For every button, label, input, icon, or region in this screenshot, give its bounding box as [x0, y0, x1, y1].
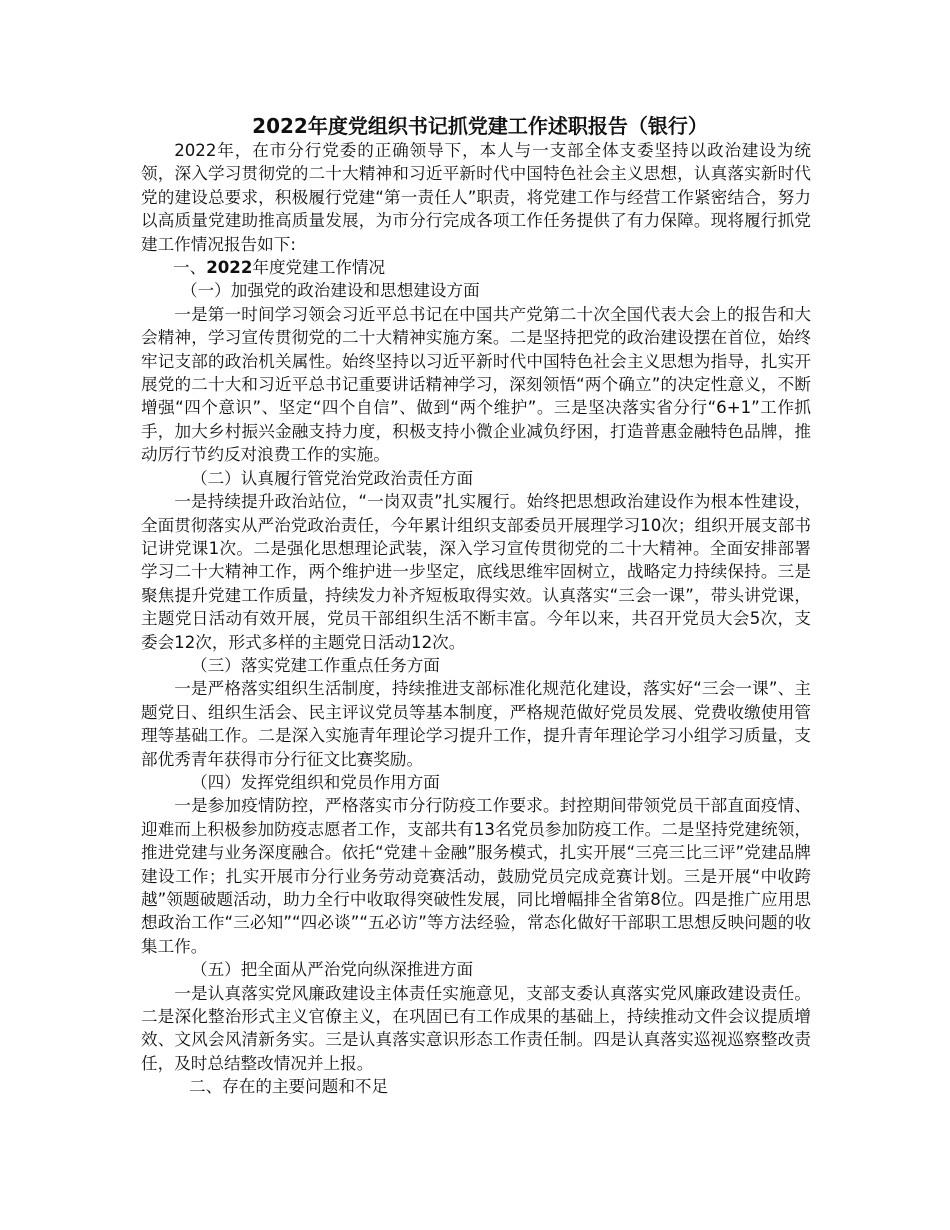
document-body	[141, 113, 811, 1099]
document-title: 2022年度党组织书记抓党建工作述职报告（银行）	[252, 114, 708, 138]
section-heading-1	[141, 256, 811, 279]
subsection-body-5: 一是认真落实党风廉政建设主体责任实施意见，支部支委认真落实党风廉政建设责任。二是深化整治形式主义官僚主义，在巩固已有工作成果的基础上，持续推动文件会议提质增效、文风会风清新务实。三是认真落实意识形态工作责任制。四是认真落实巡视巡察整改责任，及时总结整改情况并上报。	[141, 983, 811, 1073]
section-heading-1-suffix: 年度党建工作情况	[252, 258, 386, 278]
section-heading-1-year: 2022	[206, 258, 253, 278]
section-heading-1-prefix: 一、	[173, 258, 207, 278]
subsection-heading-4: （四）发挥党组织和党员作用方面	[191, 772, 440, 792]
subsection-body-4: 一是参加疫情防控，严格落实市分行防疫工作要求。封控期间带领党员干部直面疫情、迎难而上积极参加防疫志愿者工作，支部共有13名党员参加防疫工作。二是坚持党建统领，推进党建与业务深度融合。依托“党建＋金融”服务模式，扎实开展“三亮三比三评”党建品牌建设工作；扎实开展市分行业务劳动竞赛活动，鼓励党员完成竞赛计划。三是开展“中收跨越”领题破题活动，助力全行中收取得突破性发展，同比增幅排全省第8位。四是推广应用思想政治工作“三必知”“四必谈”“五必访”等方法经验，常态化做好干部职工思想反映问题的收集工作。	[141, 796, 811, 956]
subsection-heading-5: （五）把全面从严治党向纵深推进方面	[191, 960, 474, 980]
intro-paragraph: 2022年，在市分行党委的正确领导下，本人与一支部全体支委坚持以政治建设为统领，深入学习贯彻党的二十大精神和习近平新时代中国特色社会主义思想，认真落实新时代党的建设总要求，积极履行党建“第一责任人”职责，将党建工作与经营工作紧密结合，努力以高质量党建助推高质量发展，为市分行完成各项工作任务提供了有力保障。现将履行抓党建工作情况报告如下:	[141, 141, 811, 254]
subsection-heading-3: （三）落实党建工作重点任务方面	[191, 655, 440, 675]
subsection-body-2: 一是持续提升政治站位，“一岗双责”扎实履行。始终把思想政治建设作为根本性建设，全面贯彻落实从严治党政治责任，今年累计组织支部委员开展理学习10次；组织开展支部书记讲党课1次。二是强化思想理论武装，深入学习宣传贯彻党的二十大精神。全面安排部署学习二十大精神工作，两个维护进一步坚定，底线思维牢固树立，战略定力持续保持。三是聚焦提升党建工作质量，持续发力补齐短板取得实效。认真落实“三会一课”，带头讲党课，主题党日活动有效开展，党员干部组织生活不断丰富。今年以来，共召开党员大会5次，支委会12次，形式多样的主题党日活动12次。	[141, 492, 811, 652]
subsection-body-1: 一是第一时间学习领会习近平总书记在中国共产党第二十次全国代表大会上的报告和大会精神，学习宣传贯彻党的二十大精神实施方案。二是坚持把党的政治建设摆在首位，始终牢记支部的政治机关属性。始终坚持以习近平新时代中国特色社会主义思想为指导，扎实开展党的二十大和习近平总书记重要讲话精神学习，深刻领悟“两个确立”的决定性意义，不断增强“四个意识”、坚定“四个自信”、做到“两个维护”。三是坚决落实省分行“6+1”工作抓手，加大乡村振兴金融支持力度，积极支持小微企业减负纾困，打造普惠金融特色品牌，推动厉行节约反对浪费工作的实施。	[141, 304, 811, 465]
subsection-heading-1: （一）加强党的政治建设和思想建设方面	[181, 281, 480, 301]
section-heading-2: 二、存在的主要问题和不足	[189, 1077, 389, 1097]
subsection-heading-2: （二）认真履行管党治党政治责任方面	[191, 468, 474, 488]
subsection-body-3: 一是严格落实组织生活制度，持续推进支部标准化规范化建设，落实好“三会一课”、主题党日、组织生活会、民主评议党员等基本制度，严格规范做好党员发展、党费收缴使用管理等基础工作。二是深入实施青年理论学习提升工作，提升青年理论学习小组学习质量，支部优秀青年获得市分行征文比赛奖励。	[141, 679, 811, 769]
